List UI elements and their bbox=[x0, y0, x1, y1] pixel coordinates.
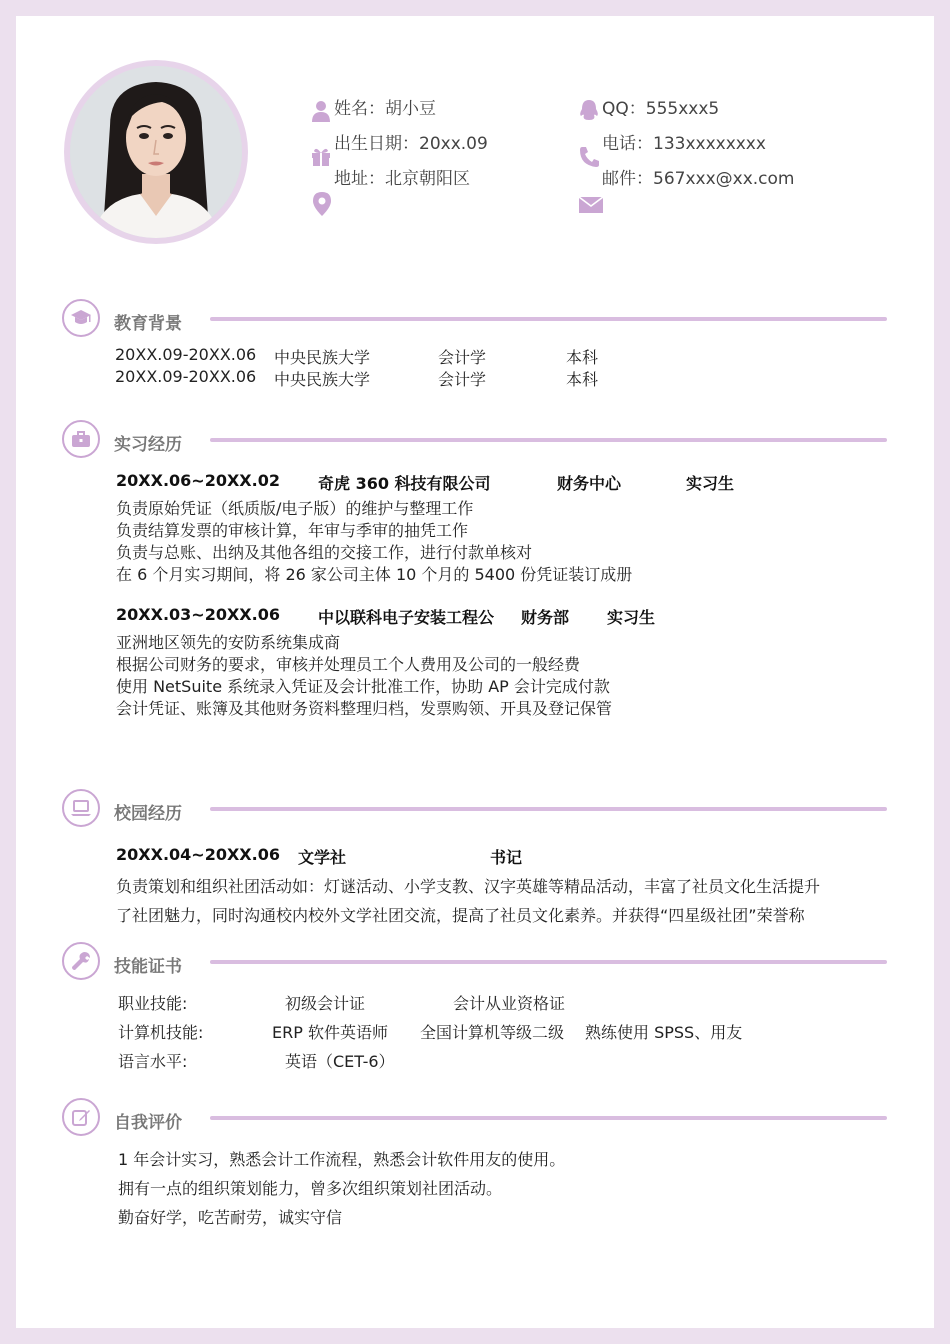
edu-major: 会计学 bbox=[438, 348, 487, 367]
edu-major: 会计学 bbox=[438, 370, 487, 389]
job-period: 20XX.03~20XX.06 bbox=[116, 605, 280, 624]
job-dept: 财务中心 bbox=[557, 474, 622, 493]
job-duty: 根据公司财务的要求，审核并处理员工个人费用及公司的一般经费 bbox=[116, 655, 581, 674]
campus-desc: 了社团魅力，同时沟通校内校外文学社团交流，提高了社员文化素养。并获得“四星级社团”荣誉称 bbox=[116, 906, 805, 925]
section-title-internship: 实习经历 bbox=[114, 435, 182, 455]
job-role: 实习生 bbox=[686, 474, 735, 493]
section-divider bbox=[210, 317, 887, 321]
section-divider bbox=[210, 807, 887, 811]
name-field: 姓名：胡小豆 bbox=[334, 99, 436, 119]
job-company: 中以联科电子安装工程公 bbox=[318, 608, 495, 627]
qq-field: QQ：555xxx5 bbox=[602, 99, 720, 119]
job-duty: 负责原始凭证（纸质版/电子版）的维护与整理工作 bbox=[116, 499, 474, 518]
location-icon bbox=[313, 192, 331, 220]
gift-icon bbox=[311, 146, 331, 170]
campus-period: 20XX.04~20XX.06 bbox=[116, 845, 280, 864]
section-divider bbox=[210, 1116, 887, 1120]
address-field: 地址：北京朝阳区 bbox=[334, 169, 470, 189]
edu-school: 中央民族大学 bbox=[274, 370, 371, 389]
edit-icon bbox=[62, 1098, 100, 1136]
phone-icon bbox=[579, 146, 601, 172]
job-period: 20XX.06~20XX.02 bbox=[116, 471, 280, 490]
job-duty: 会计凭证、账簿及其他财务资料整理归档，发票购领、开具及登记保管 bbox=[116, 699, 613, 718]
edu-degree: 本科 bbox=[566, 348, 599, 367]
birth-field: 出生日期：20xx.09 bbox=[334, 134, 488, 154]
job-duty: 使用 NetSuite 系统录入凭证及会计批准工作，协助 AP 会计完成付款 bbox=[116, 677, 610, 696]
skill-item: 熟练使用 SPSS、用友 bbox=[585, 1023, 743, 1042]
skill-item: ERP 软件英语师 bbox=[272, 1023, 388, 1042]
laptop-icon bbox=[62, 789, 100, 827]
skill-item: 初级会计证 bbox=[285, 994, 366, 1013]
skill-item: 全国计算机等级二级 bbox=[420, 1023, 565, 1042]
job-dept: 财务部 bbox=[521, 608, 570, 627]
section-title-campus: 校园经历 bbox=[114, 804, 182, 824]
skill-item: 会计从业资格证 bbox=[453, 994, 566, 1013]
self-eval-line: 拥有一点的组织策划能力，曾多次组织策划社团活动。 bbox=[118, 1179, 503, 1198]
avatar bbox=[64, 60, 248, 244]
avatar-photo bbox=[70, 66, 242, 238]
skill-label: 计算机技能: bbox=[118, 1023, 204, 1042]
job-role: 实习生 bbox=[607, 608, 656, 627]
job-duty: 负责与总账、出纳及其他各组的交接工作，进行付款单核对 bbox=[116, 543, 533, 562]
qq-icon bbox=[579, 100, 599, 126]
self-eval-line: 勤奋好学，吃苦耐劳，诚实守信 bbox=[118, 1208, 343, 1227]
wrench-icon bbox=[62, 942, 100, 980]
skill-label: 语言水平: bbox=[118, 1052, 188, 1071]
skill-label: 职业技能: bbox=[118, 994, 188, 1013]
section-title-self-eval: 自我评价 bbox=[114, 1113, 182, 1133]
email-field: 邮件：567xxx@xx.com bbox=[602, 169, 795, 189]
campus-org: 文学社 bbox=[298, 848, 347, 867]
graduation-cap-icon bbox=[62, 299, 100, 337]
user-icon bbox=[312, 100, 330, 126]
edu-school: 中央民族大学 bbox=[274, 348, 371, 367]
job-duty: 亚洲地区领先的安防系统集成商 bbox=[116, 633, 341, 652]
section-title-education: 教育背景 bbox=[114, 314, 182, 334]
section-title-skills: 技能证书 bbox=[114, 957, 182, 977]
self-eval-line: 1 年会计实习，熟悉会计工作流程，熟悉会计软件用友的使用。 bbox=[118, 1150, 566, 1169]
edu-degree: 本科 bbox=[566, 370, 599, 389]
mail-icon bbox=[579, 197, 603, 217]
skill-item: 英语（CET-6） bbox=[285, 1052, 395, 1071]
job-duty: 负责结算发票的审核计算，年审与季审的抽凭工作 bbox=[116, 521, 469, 540]
edu-period: 20XX.09-20XX.06 bbox=[115, 345, 257, 364]
section-divider bbox=[210, 438, 887, 442]
campus-role: 书记 bbox=[490, 848, 523, 867]
phone-field: 电话：133xxxxxxxx bbox=[602, 134, 766, 154]
job-duty: 在 6 个月实习期间，将 26 家公司主体 10 个月的 5400 份凭证装订成册 bbox=[116, 565, 633, 584]
resume-page bbox=[16, 16, 934, 1328]
section-divider bbox=[210, 960, 887, 964]
campus-desc: 负责策划和组织社团活动如：灯谜活动、小学支教、汉字英雄等精品活动，丰富了社员文化生活提升 bbox=[116, 877, 821, 896]
edu-period: 20XX.09-20XX.06 bbox=[115, 367, 257, 386]
job-company: 奇虎 360 科技有限公司 bbox=[318, 474, 491, 493]
briefcase-icon bbox=[62, 420, 100, 458]
